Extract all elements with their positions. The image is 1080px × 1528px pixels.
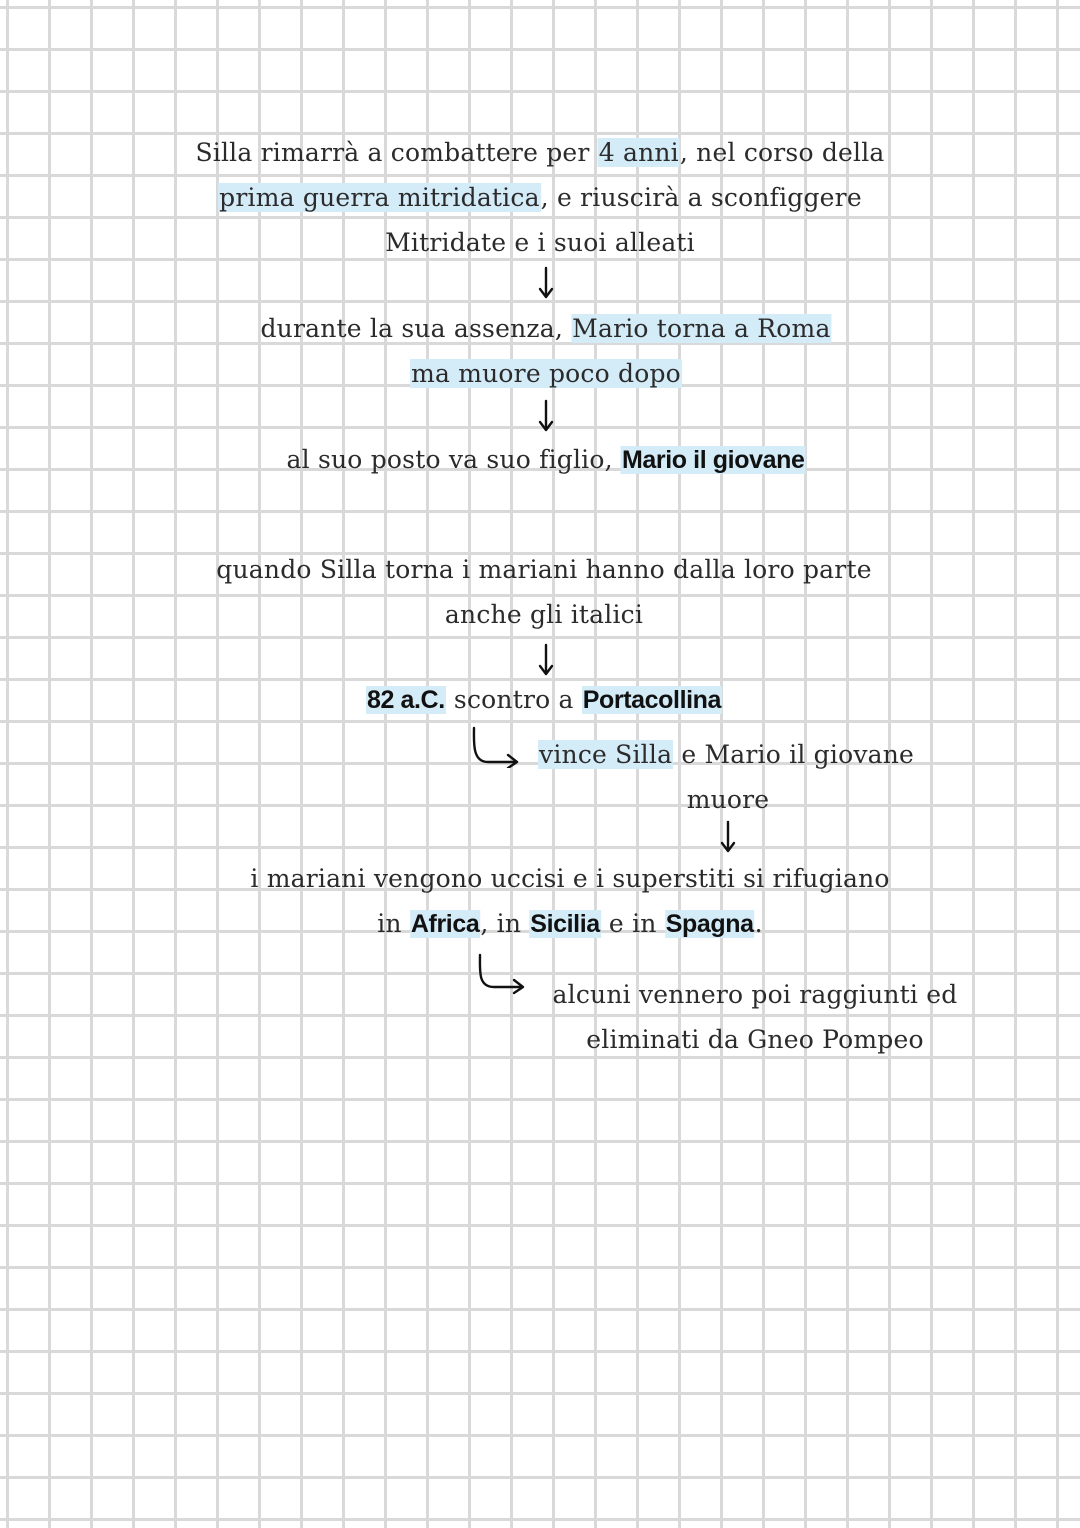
text-segment: quando Silla torna i mariani hanno dalla loro parte (216, 555, 872, 584)
text-line-11 (687, 783, 770, 817)
text-segment: scontro a (453, 685, 574, 714)
text-segment: e in (608, 909, 657, 938)
text-segment: e Mario il giovane (681, 740, 915, 769)
text-segment: muore (686, 785, 770, 814)
text-line-9 (366, 683, 722, 717)
text-segment: , e riuscirà a sconfiggere (540, 183, 862, 212)
text-segment: alcuni vennero poi raggiunti ed (552, 980, 958, 1009)
text-line-12 (250, 862, 889, 896)
text-line-13 (377, 907, 763, 941)
text-line-5 (410, 357, 682, 391)
highlight-ma-muore: ma muore poco dopo (411, 359, 681, 388)
text-line-2 (218, 181, 862, 215)
text-line-7 (216, 553, 871, 587)
curved-arrow-right-icon (474, 953, 534, 997)
text-segment: , in (480, 909, 522, 938)
highlight-prima-guerra: prima guerra mitridatica (219, 183, 540, 212)
text-line-8 (445, 598, 643, 632)
text-segment: , nel corso della (679, 138, 885, 167)
bold-date-82-ac: 82 a.C. (366, 686, 445, 714)
text-segment: eliminati da Gneo Pompeo (586, 1025, 924, 1054)
text-segment: in (377, 909, 402, 938)
arrow-down-icon (536, 399, 556, 433)
text-segment: . (754, 909, 763, 938)
text-line-1 (195, 136, 884, 170)
highlight-4-anni: 4 anni (598, 138, 679, 167)
text-line-3 (385, 226, 695, 260)
bold-sicilia: Sicilia (530, 910, 600, 938)
highlight-vince-silla: vince Silla (539, 740, 673, 769)
text-segment: anche gli italici (444, 600, 644, 629)
text-segment: al suo posto va suo figlio, (286, 445, 613, 474)
text-segment: Silla rimarrà a combattere per (195, 138, 590, 167)
text-segment: durante la sua assenza, (260, 314, 564, 343)
text-line-14 (553, 978, 958, 1012)
bold-portacollina: Portacollina (582, 686, 722, 714)
bold-mario-il-giovane: Mario il giovane (621, 446, 805, 474)
highlight-mario-torna: Mario torna a Roma (572, 314, 831, 343)
text-line-6 (287, 443, 806, 477)
text-line-4 (260, 312, 831, 346)
bold-spagna: Spagna (665, 910, 754, 938)
arrow-down-icon (536, 643, 556, 677)
text-line-15 (586, 1023, 923, 1057)
curved-arrow-right-icon (468, 724, 528, 768)
text-segment: i mariani vengono uccisi e i superstiti si rifugiano (250, 864, 890, 893)
arrow-down-icon (718, 820, 738, 854)
arrow-down-icon (536, 266, 556, 300)
text-line-10 (538, 738, 914, 772)
text-segment: Mitridate e i suoi alleati (385, 228, 695, 257)
bold-africa: Africa (410, 910, 480, 938)
